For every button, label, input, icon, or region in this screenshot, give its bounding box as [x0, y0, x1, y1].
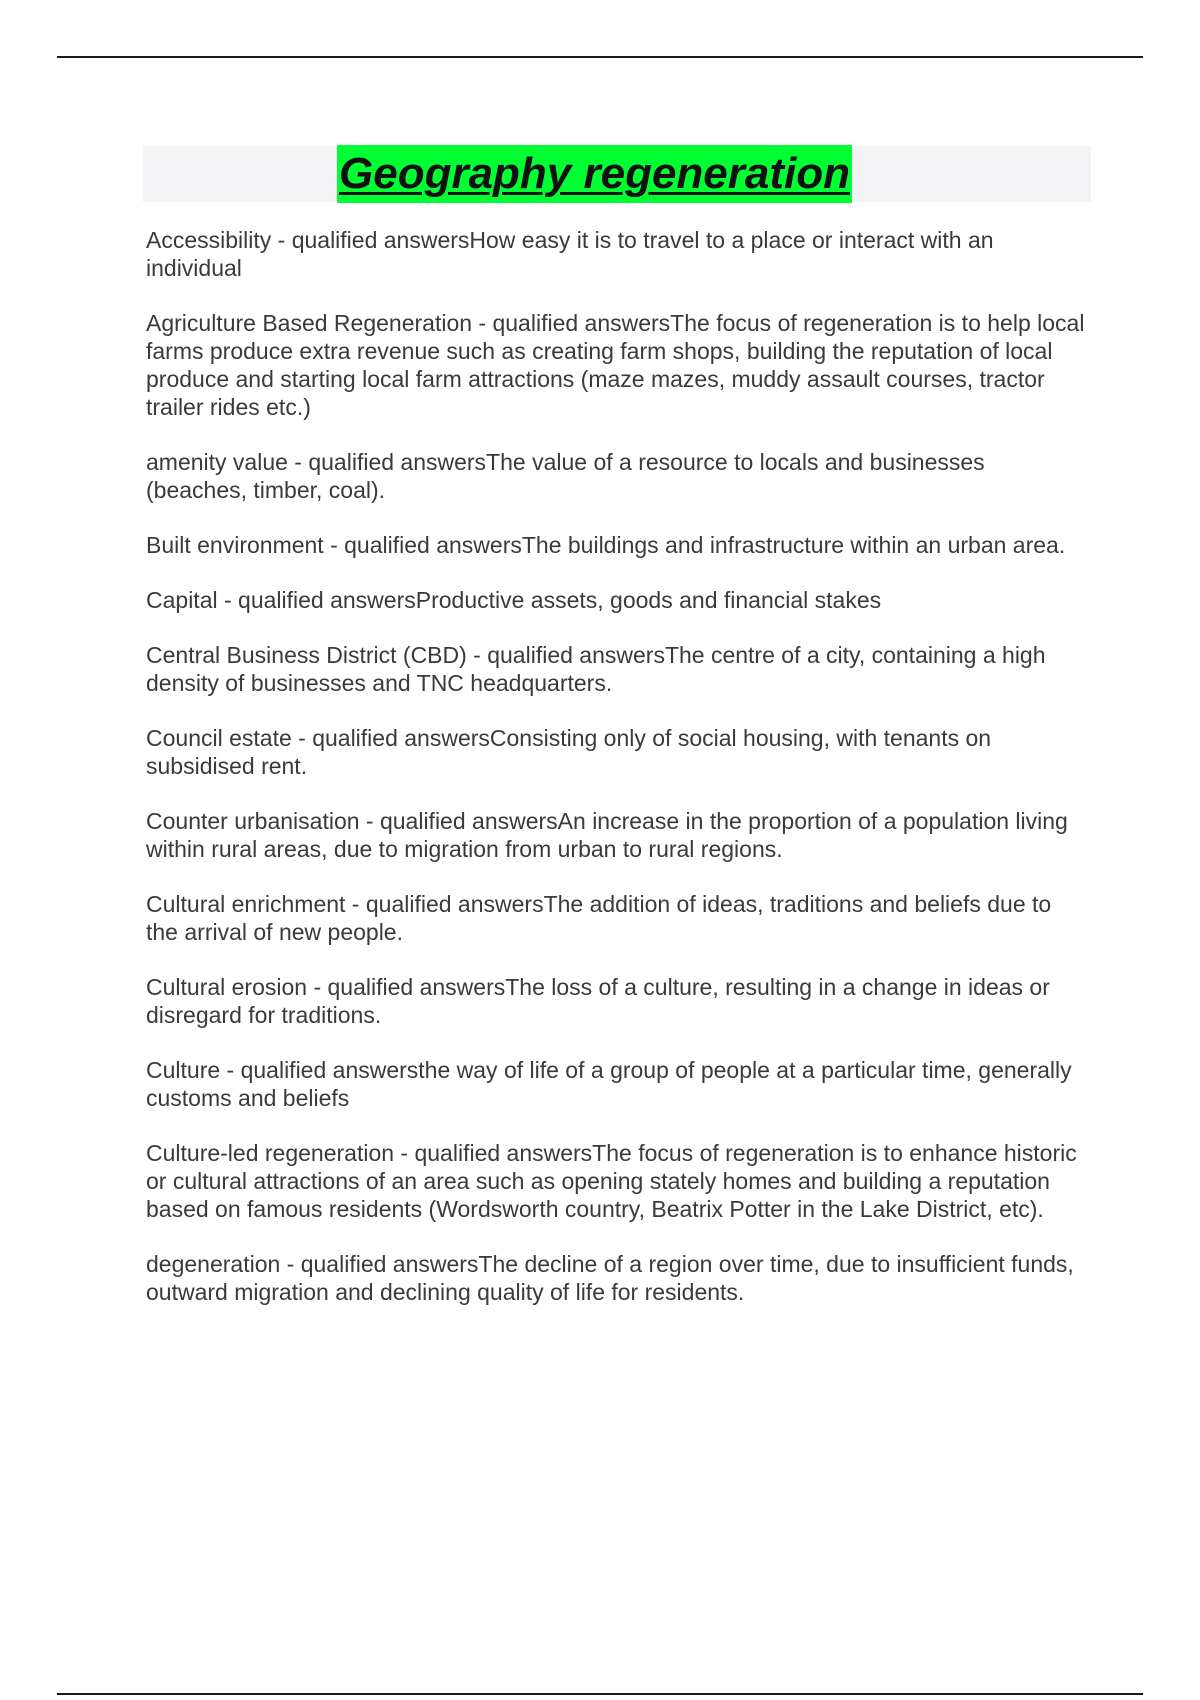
glossary-entry: Council estate - qualified answersConsisting only of social housing, with tenants on subsidised rent. [146, 725, 992, 779]
glossary-entry: Central Business District (CBD) - qualified answersThe centre of a city, containing a high density of businesses and TNC headquarters. [146, 642, 1046, 696]
glossary-entry: amenity value - qualified answersThe value of a resource to locals and businesses (beaches, timber, coal). [146, 449, 985, 503]
glossary-entry: Culture - qualified answersthe way of life of a group of people at a particular time, generally customs and beliefs [146, 1057, 1072, 1111]
glossary-entry: Culture-led regeneration - qualified answersThe focus of regeneration is to enhance historic or cultural attractions of an area such as opening stately homes and building a reputation based on famous residents (Wordsworth country, Beatrix Potter in the Lake District, etc). [146, 1140, 1077, 1222]
glossary-entry: Accessibility - qualified answersHow easy it is to travel to a place or interact with an individual [146, 227, 994, 281]
glossary-entry: Counter urbanisation - qualified answersAn increase in the proportion of a population living within rural areas, due to migration from urban to rural regions. [146, 808, 1068, 862]
glossary-entry: degeneration - qualified answersThe decline of a region over time, due to insufficient funds, outward migration and declining quality of life for residents. [146, 1251, 1074, 1305]
header-rule [57, 56, 1143, 58]
glossary-list [146, 226, 1086, 1333]
glossary-entry: Capital - qualified answersProductive assets, goods and financial stakes [146, 587, 882, 613]
footer-rule [57, 1693, 1143, 1695]
page-title: Geography regeneration [337, 145, 852, 203]
glossary-entry: Agriculture Based Regeneration - qualified answersThe focus of regeneration is to help local farms produce extra revenue such as creating farm shops, building the reputation of local produce and starting local farm attractions (maze mazes, muddy assault courses, tractor trailer rides etc.) [146, 310, 1085, 420]
glossary-entry: Cultural erosion - qualified answersThe loss of a culture, resulting in a change in ideas or disregard for traditions. [146, 974, 1050, 1028]
glossary-entry: Built environment - qualified answersThe buildings and infrastructure within an urban area. [146, 532, 1066, 558]
glossary-entry: Cultural enrichment - qualified answersThe addition of ideas, traditions and beliefs due to the arrival of new people. [146, 891, 1052, 945]
